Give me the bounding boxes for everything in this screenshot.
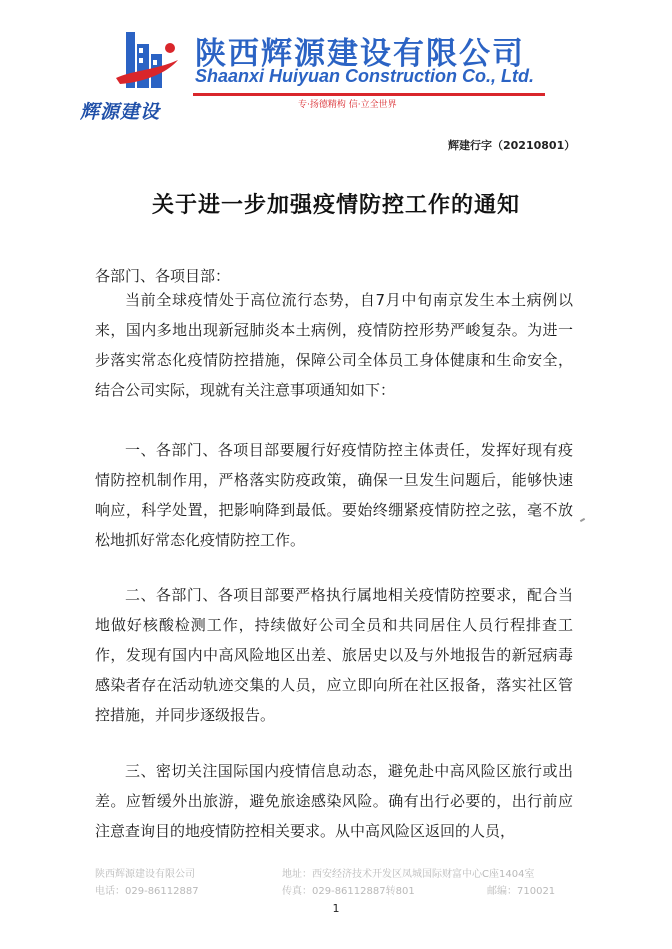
scan-artifact [580, 518, 585, 522]
document-number: 辉建行字（20210801） [448, 139, 576, 152]
company-logo-icon [112, 30, 192, 92]
letterhead-divider [193, 93, 545, 96]
company-name-cn: 陕西辉源建设有限公司 [195, 36, 525, 72]
body-paragraph-intro: 当前全球疫情处于高位流行态势，自7月中旬南京发生本土病例以来，国内多地出现新冠肺炎本土病例，疫情防控形势严峻复杂。为进一步落实常态化疫情防控措施，保障公司全体员工身体健康和生命安全，结合公司实际，现就有关注意事项通知如下： [95, 291, 573, 399]
footer-address: 地址：西安经济技术开发区凤城国际财富中心C座1404室 [282, 869, 535, 880]
company-name-en: Shaanxi Huiyuan Construction Co., Ltd. [195, 66, 535, 86]
salutation: 各部门、各项目部： [95, 267, 231, 285]
body-paragraph-item-3: 三、密切关注国际国内疫情信息动态，避免赴中高风险区旅行或出差。应暂缓外出旅游，避免旅途感染风险。确有出行必要的，出行前应注意查询目的地疫情防控相关要求。从中高风险区返回的人员， [95, 762, 573, 840]
footer-postcode: 邮编：710021 [487, 886, 556, 897]
footer-phone: 电话：029-86112887 [95, 886, 199, 897]
company-slogan: 专·扬德精构 信·立全世界 [298, 100, 397, 110]
page-number: 1 [332, 902, 340, 915]
footer-company: 陕西辉源建设有限公司 [95, 869, 195, 880]
logo-wordmark: 辉源建设 [80, 101, 161, 123]
document-title: 关于进一步加强疫情防控工作的通知 [151, 193, 520, 218]
footer-fax: 传真：029-86112887转801 [282, 886, 415, 897]
body-paragraph-item-1: 一、各部门、各项目部要履行好疫情防控主体责任，发挥好现有疫情防控机制作用，严格落实防疫政策，确保一旦发生问题后，能够快速响应，科学处置，把影响降到最低。要始终绷紧疫情防控之弦，毫不放松地抓好常态化疫情防控工作。 [95, 441, 573, 549]
body-paragraph-item-2: 二、各部门、各项目部要严格执行属地相关疫情防控要求，配合当地做好核酸检测工作，持续做好公司全员和共同居住人员行程排查工作，发现有国内中高风险地区出差、旅居史以及与外地报告的新冠病毒感染者存在活动轨迹交集的人员，应立即向所在社区报备，落实社区管控措施，并同步逐级报告。 [95, 586, 573, 724]
